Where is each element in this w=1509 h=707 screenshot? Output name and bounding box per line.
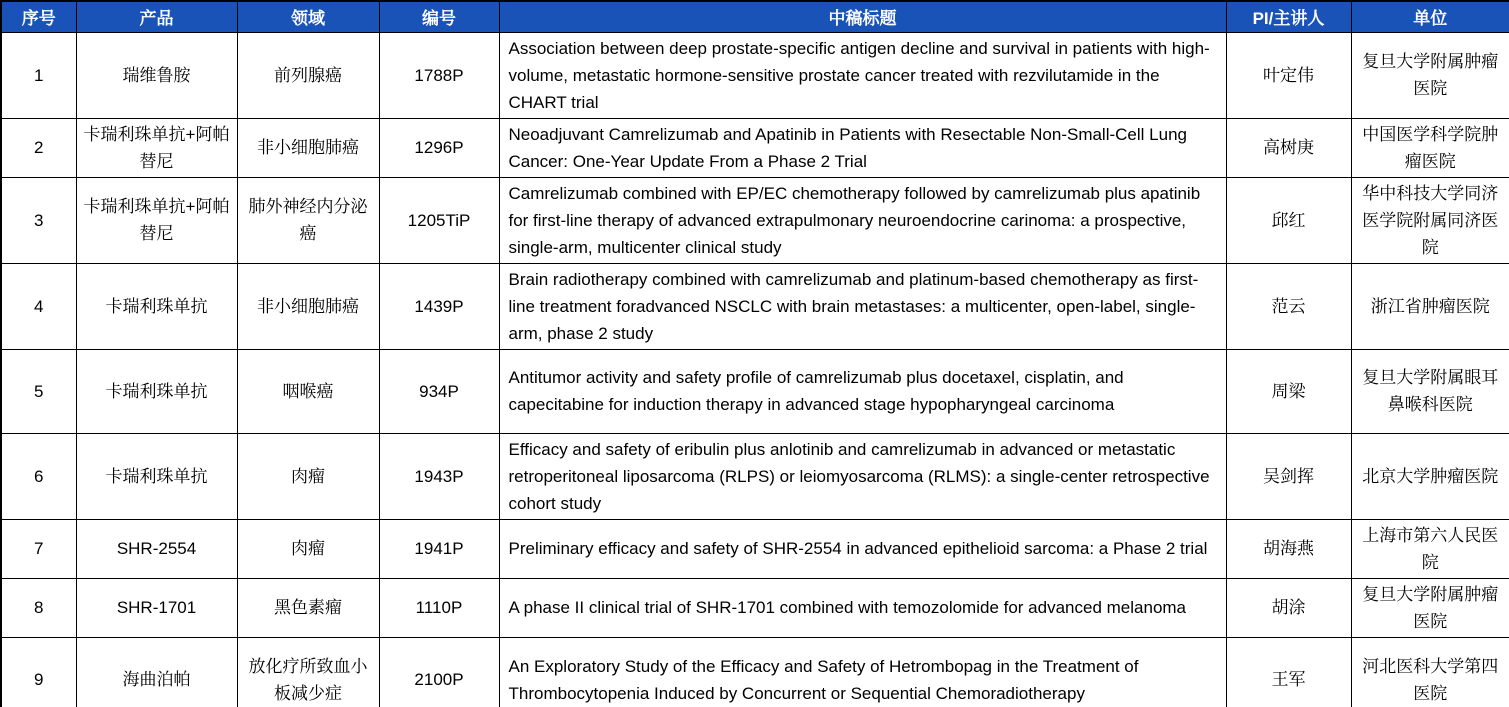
table-row xyxy=(1,118,1509,177)
table-row xyxy=(1,637,1509,707)
cell-org: 复旦大学附属眼耳鼻喉科医院 xyxy=(1351,349,1509,433)
cell-title: Brain radiotherapy combined with camrelizumab and platinum-based chemotherapy as first-line treatment foradvanced NSCLC with brain metastases: a multicenter, open-label, single-arm, phase 2 study xyxy=(499,263,1226,349)
table-row xyxy=(1,578,1509,637)
header-row xyxy=(1,1,1509,32)
cell-no: 6 xyxy=(1,433,76,519)
cell-title: A phase II clinical trial of SHR-1701 combined with temozolomide for advanced melanoma xyxy=(499,578,1226,637)
cell-code: 1110P xyxy=(379,578,499,637)
cell-product: 卡瑞利珠单抗+阿帕替尼 xyxy=(76,177,237,263)
cell-product: 卡瑞利珠单抗+阿帕替尼 xyxy=(76,118,237,177)
col-header-org: 单位 xyxy=(1351,1,1509,32)
cell-pi: 邱红 xyxy=(1226,177,1351,263)
col-header-code: 编号 xyxy=(379,1,499,32)
cell-no: 8 xyxy=(1,578,76,637)
cell-title: Preliminary efficacy and safety of SHR-2554 in advanced epithelioid sarcoma: a Phase 2 trial xyxy=(499,519,1226,578)
cell-no: 3 xyxy=(1,177,76,263)
cell-field: 咽喉癌 xyxy=(237,349,379,433)
cell-no: 7 xyxy=(1,519,76,578)
cell-product: SHR-2554 xyxy=(76,519,237,578)
cell-title: Camrelizumab combined with EP/EC chemotherapy followed by camrelizumab plus apatinib for first-line therapy of advanced extrapulmonary neuroendocrine carinoma: a prospective, single-arm, multicenter clinical study xyxy=(499,177,1226,263)
cell-product: 海曲泊帕 xyxy=(76,637,237,707)
cell-no: 5 xyxy=(1,349,76,433)
cell-org: 河北医科大学第四医院 xyxy=(1351,637,1509,707)
cell-no: 9 xyxy=(1,637,76,707)
cell-product: SHR-1701 xyxy=(76,578,237,637)
cell-title: Antitumor activity and safety profile of camrelizumab plus docetaxel, cisplatin, and capecitabine for induction therapy in advanced stage hypopharyngeal carcinoma xyxy=(499,349,1226,433)
cell-code: 1941P xyxy=(379,519,499,578)
cell-code: 1296P xyxy=(379,118,499,177)
cell-field: 非小细胞肺癌 xyxy=(237,263,379,349)
table-row xyxy=(1,519,1509,578)
cell-field: 肉瘤 xyxy=(237,433,379,519)
col-header-field: 领域 xyxy=(237,1,379,32)
cell-no: 1 xyxy=(1,32,76,118)
col-header-product: 产品 xyxy=(76,1,237,32)
cell-product: 卡瑞利珠单抗 xyxy=(76,349,237,433)
cell-field: 肉瘤 xyxy=(237,519,379,578)
cell-pi: 叶定伟 xyxy=(1226,32,1351,118)
cell-pi: 周梁 xyxy=(1226,349,1351,433)
cell-no: 2 xyxy=(1,118,76,177)
col-header-title: 中稿标题 xyxy=(499,1,1226,32)
cell-org: 北京大学肿瘤医院 xyxy=(1351,433,1509,519)
cell-field: 放化疗所致血小板减少症 xyxy=(237,637,379,707)
cell-code: 2100P xyxy=(379,637,499,707)
table-row xyxy=(1,433,1509,519)
col-header-no: 序号 xyxy=(1,1,76,32)
cell-product: 卡瑞利珠单抗 xyxy=(76,263,237,349)
cell-no: 4 xyxy=(1,263,76,349)
cell-pi: 范云 xyxy=(1226,263,1351,349)
cell-field: 黑色素瘤 xyxy=(237,578,379,637)
cell-code: 1943P xyxy=(379,433,499,519)
cell-field: 前列腺癌 xyxy=(237,32,379,118)
cell-title: An Exploratory Study of the Efficacy and Safety of Hetrombopag in the Treatment of Thrombocytopenia Induced by Concurrent or Sequential Chemoradiotherapy xyxy=(499,637,1226,707)
cell-org: 浙江省肿瘤医院 xyxy=(1351,263,1509,349)
cell-pi: 高树庚 xyxy=(1226,118,1351,177)
cell-title: Neoadjuvant Camrelizumab and Apatinib in Patients with Resectable Non-Small-Cell Lung Cancer: One-Year Update From a Phase 2 Trial xyxy=(499,118,1226,177)
cell-field: 肺外神经内分泌癌 xyxy=(237,177,379,263)
cell-code: 1439P xyxy=(379,263,499,349)
cell-code: 1788P xyxy=(379,32,499,118)
table-row xyxy=(1,263,1509,349)
cell-code: 1205TiP xyxy=(379,177,499,263)
cell-org: 中国医学科学院肿瘤医院 xyxy=(1351,118,1509,177)
table-row xyxy=(1,32,1509,118)
cell-org: 复旦大学附属肿瘤医院 xyxy=(1351,32,1509,118)
cell-pi: 王军 xyxy=(1226,637,1351,707)
cell-title: Association between deep prostate-specific antigen decline and survival in patients with high-volume, metastatic hormone-sensitive prostate cancer treated with rezvilutamide in the CHART trial xyxy=(499,32,1226,118)
cell-title: Efficacy and safety of eribulin plus anlotinib and camrelizumab in advanced or metastatic retroperitoneal liposarcoma (RLPS) or leiomyosarcoma (RLMS): a single-center retrospective cohort study xyxy=(499,433,1226,519)
cell-pi: 吴剑挥 xyxy=(1226,433,1351,519)
cell-code: 934P xyxy=(379,349,499,433)
cell-field: 非小细胞肺癌 xyxy=(237,118,379,177)
table-row xyxy=(1,349,1509,433)
cell-org: 上海市第六人民医院 xyxy=(1351,519,1509,578)
cell-product: 瑞维鲁胺 xyxy=(76,32,237,118)
cell-pi: 胡涂 xyxy=(1226,578,1351,637)
cell-org: 华中科技大学同济医学院附属同济医院 xyxy=(1351,177,1509,263)
col-header-pi: PI/主讲人 xyxy=(1226,1,1351,32)
cell-product: 卡瑞利珠单抗 xyxy=(76,433,237,519)
cell-org: 复旦大学附属肿瘤医院 xyxy=(1351,578,1509,637)
table-row xyxy=(1,177,1509,263)
cell-pi: 胡海燕 xyxy=(1226,519,1351,578)
